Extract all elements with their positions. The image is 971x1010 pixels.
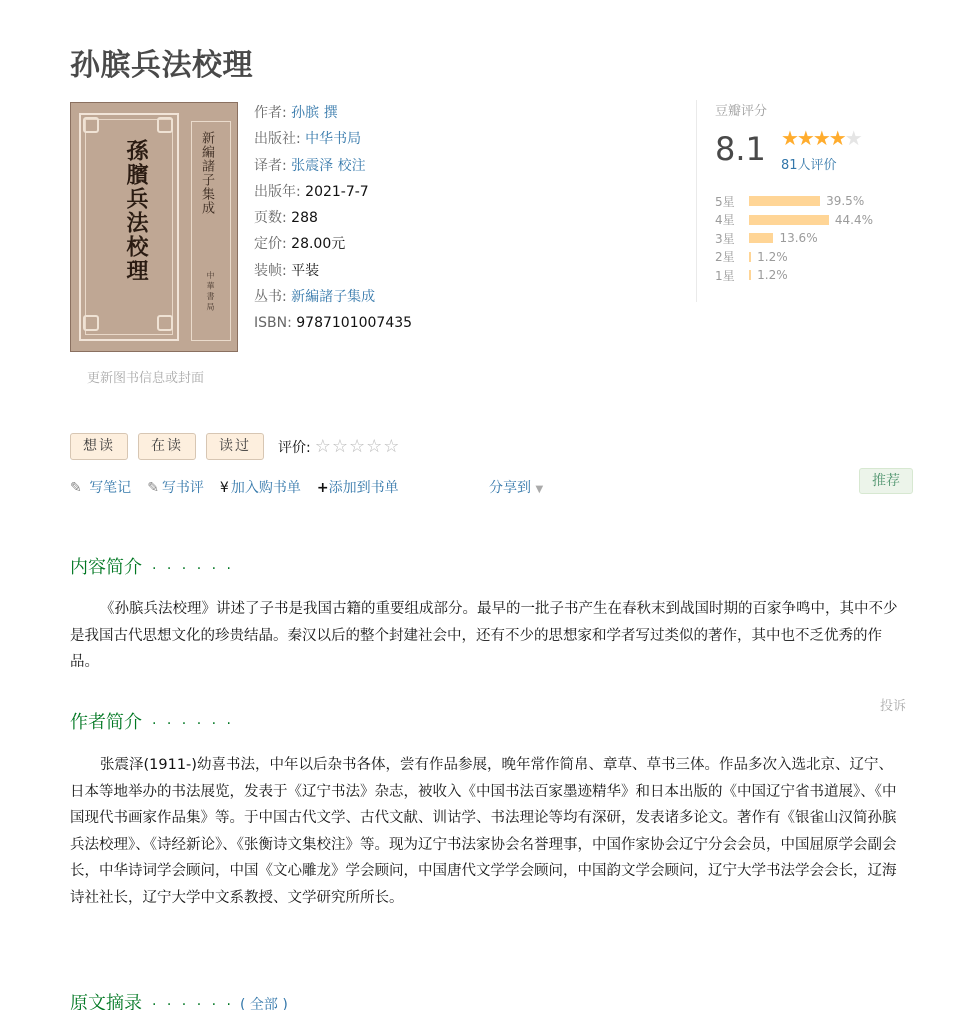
rating-row-label: 5星 xyxy=(715,194,735,209)
rating-row-label: 1星 xyxy=(715,268,735,283)
add-booklist-link[interactable]: +添加到书单 xyxy=(316,480,399,496)
author-heading: 作者简介 · · · · · · xyxy=(70,712,234,733)
recommend-button[interactable]: 推荐 xyxy=(859,468,913,494)
rating-bar xyxy=(749,270,751,280)
write-note-link[interactable]: ✎ 写笔记 xyxy=(70,480,132,496)
rating-row xyxy=(715,192,873,211)
rating-bar xyxy=(749,252,751,262)
rating-stars-icon: ★★★★★ xyxy=(781,126,861,150)
info-series: 丛书: 新編諸子集成 xyxy=(254,289,376,306)
cover-title: 孫臏兵法校理 xyxy=(123,139,149,283)
book-cover[interactable] xyxy=(70,102,238,352)
douban-rating xyxy=(696,100,916,302)
info-year: 出版年: 2021-7-7 xyxy=(254,183,369,200)
reading-status-buttons xyxy=(70,433,400,460)
rating-pct: 39.5% xyxy=(826,194,865,209)
info-isbn: ISBN: 9787101007435 xyxy=(254,315,413,332)
rating-distribution xyxy=(715,192,873,285)
book-info xyxy=(254,100,412,337)
pencil-icon: ✎ xyxy=(70,480,82,496)
rating-row xyxy=(715,266,873,285)
rating-bar xyxy=(749,215,829,225)
cover-ornament xyxy=(157,117,173,133)
rate-stars-input[interactable]: ☆☆☆☆☆ xyxy=(314,436,401,457)
author-text: 张震泽(1911-)幼喜书法，中年以后杂书各体，尝有作品参展，晚年常作简帛、章草、草书三体。作品多次入选北京、辽宁、日本等地举办的书法展览，发表于《辽宁书法》杂志，被收入《中国书法百家墨迹精华》和日本出版的《中国辽宁省书道展》、《中国现代书画家作品集》等。于中国古代文学、古代文献、训诂学、书法理论等均有深研，发表诸多论文。著作有《银雀山汉简孙膑兵法校理》、《诗经新论》、《张衡诗文集校注》等。现为辽宁书法家协会名誉理事，中国作家协会辽宁分会会员，中国屈原学会副会长，中华诗词学会顾问，中国《文心雕龙》学会顾问，中国唐代文学学会顾问，中国韵文学会顾问，辽宁大学书法学会会长，辽海诗社社长，辽宁大学中文系教授、文学研究所所长。 xyxy=(70,757,897,906)
rating-row xyxy=(715,229,873,248)
rating-pct: 1.2% xyxy=(757,268,788,283)
rate-label: 评价: xyxy=(278,439,311,456)
want-to-read-button[interactable]: 想读 xyxy=(70,433,128,460)
author-link[interactable]: 孙膑 撰 xyxy=(291,105,338,121)
info-translator: 译者: 张震泽 校注 xyxy=(254,157,366,174)
update-book-info-link[interactable]: 更新图书信息或封面 xyxy=(87,371,205,386)
yen-icon: ¥ xyxy=(219,480,229,496)
rating-row xyxy=(715,248,873,267)
reading-button[interactable]: 在读 xyxy=(138,433,196,460)
info-binding: 装帧: 平装 xyxy=(254,262,320,279)
report-link[interactable]: 投诉 xyxy=(880,699,907,714)
rating-row xyxy=(715,211,873,230)
info-price: 定价: 28.00元 xyxy=(254,236,346,253)
rating-pct: 13.6% xyxy=(779,231,818,246)
rating-row-label: 4星 xyxy=(715,213,735,228)
cover-publisher: 中 華 書 局 xyxy=(206,271,215,311)
rating-bar xyxy=(749,196,820,206)
page-title: 孙膑兵法校理 xyxy=(70,48,253,83)
cover-series: 新編諸子集成 xyxy=(199,131,214,215)
rating-label: 豆瓣评分 xyxy=(715,104,768,119)
plus-icon: + xyxy=(316,480,329,496)
cover-ornament xyxy=(83,315,99,331)
excerpt-heading: 原文摘录 · · · · · · ( 全部 ) xyxy=(70,989,288,1010)
series-link[interactable]: 新編諸子集成 xyxy=(291,289,376,306)
rating-bar xyxy=(749,233,773,243)
caret-down-icon: ▼ xyxy=(535,484,544,495)
translator-link[interactable]: 张震泽 校注 xyxy=(291,157,366,174)
rating-score: 8.1 xyxy=(715,130,766,168)
share-dropdown[interactable]: 分享到 ▼ xyxy=(489,480,544,496)
write-review-link[interactable]: ✎ 写书评 xyxy=(147,480,204,496)
excerpt-all-link[interactable]: ( 全部 ) xyxy=(239,997,288,1010)
action-links xyxy=(70,477,415,497)
rating-pct: 44.4% xyxy=(834,212,874,227)
pencil-icon: ✎ xyxy=(147,480,159,496)
intro-text: 《孙膑兵法校理》讲述了子书是我国古籍的重要组成部分。最早的一批子书产生在春秋末到战国时期的百家争鸣中，其中不少是我国古代思想文化的珍贵结晶。秦汉以后的整个封建社会中，还有不少的思想家和学者写过类似的著作，其中也不乏优秀的作品。 xyxy=(70,601,898,670)
rating-pct: 1.2% xyxy=(757,249,788,264)
have-read-button[interactable]: 读过 xyxy=(206,433,264,460)
rating-row-label: 3星 xyxy=(715,231,735,246)
cover-ornament xyxy=(157,315,173,331)
rating-row-label: 2星 xyxy=(715,250,735,265)
info-pages: 页数: 288 xyxy=(254,210,318,227)
intro-heading: 内容简介 · · · · · · xyxy=(70,557,234,578)
add-cart-link[interactable]: ¥ 加入购书单 xyxy=(219,480,301,496)
rating-votes-link[interactable]: 81人评价 xyxy=(781,158,837,173)
info-publisher: 出版社: 中华书局 xyxy=(254,131,362,148)
publisher-link[interactable]: 中华书局 xyxy=(305,131,362,148)
cover-ornament xyxy=(83,117,99,133)
info-author: 作者: 孙膑 撰 xyxy=(254,105,338,121)
